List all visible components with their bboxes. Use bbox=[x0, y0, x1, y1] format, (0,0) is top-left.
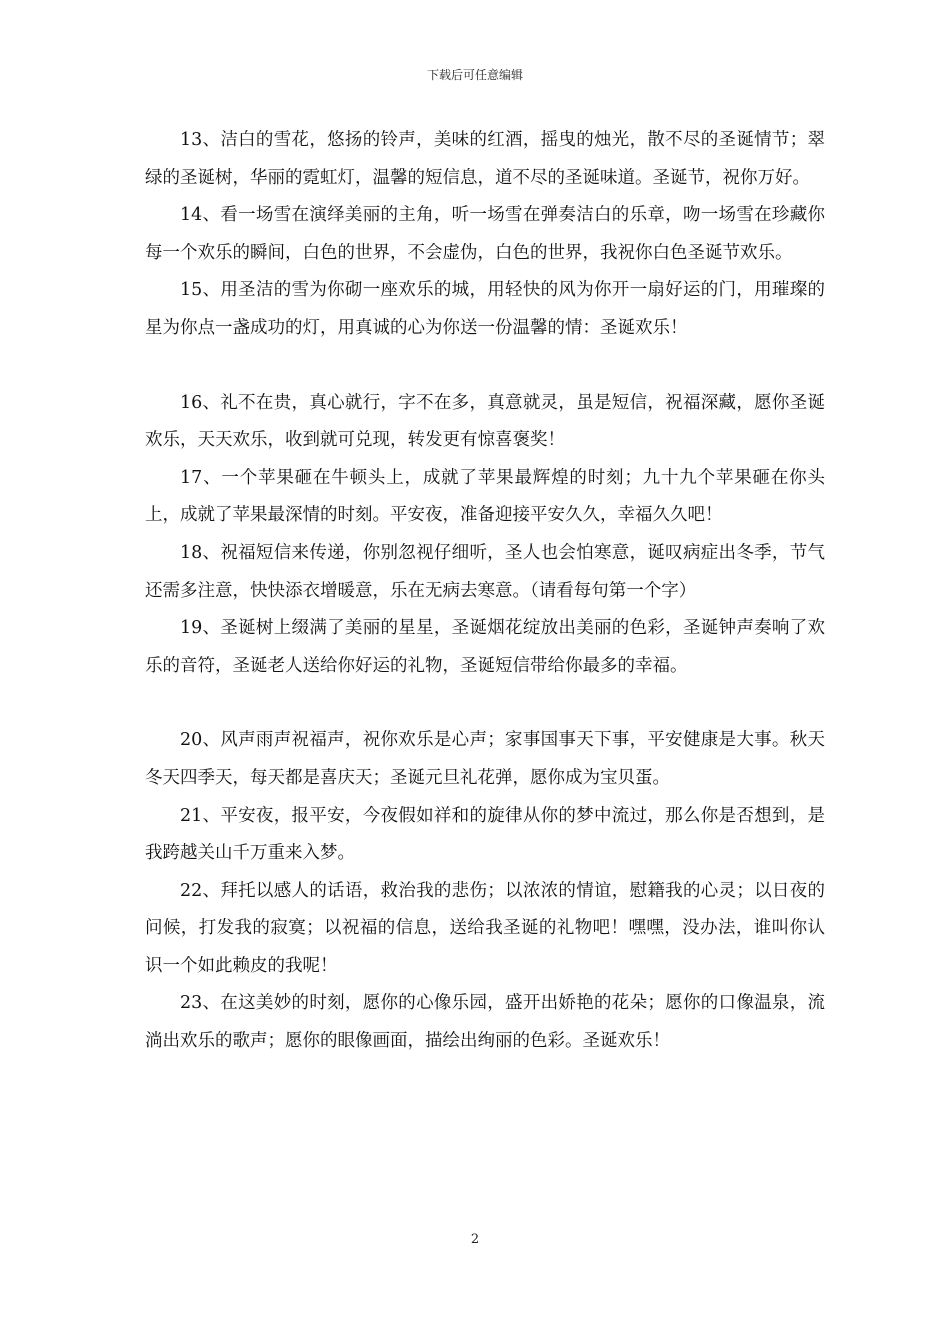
page-number: 2 bbox=[470, 1232, 480, 1247]
paragraph-15: 15、用圣洁的雪为你砌一座欢乐的城，用轻快的风为你开一扇好运的门，用璀璨的星为你点一盏成功的灯，用真诚的心为你送一份温馨的情：圣诞欢乐！ bbox=[145, 280, 825, 338]
paragraph-21: 21、平安夜，报平安，今夜假如祥和的旋律从你的梦中流过，那么你是否想到，是我跨越关山千万重来入梦。 bbox=[145, 805, 825, 864]
paragraph-16: 16、礼不在贵，真心就行，字不在多，真意就灵，虽是短信，祝福深藏，愿你圣诞欢乐，天天欢乐，收到就可兑现，转发更有惊喜褒奖！ bbox=[145, 392, 825, 451]
paragraph-gap bbox=[145, 685, 825, 722]
paragraph-gap bbox=[145, 348, 825, 385]
paragraph-17: 17、一个苹果砸在牛顿头上，成就了苹果最辉煌的时刻；九十九个苹果砸在你头上，成就了苹果最深情的时刻。平安夜，准备迎接平安久久，幸福久久吧！ bbox=[145, 467, 825, 526]
paragraph-18: 18、祝福短信来传递，你别忽视仔细听，圣人也会怕寒意，诞叹病症出冬季，节气还需多注意，快快添衣增暖意，乐在无病去寒意。（请看每句第一个字） bbox=[145, 542, 825, 601]
paragraph-13: 13、洁白的雪花，悠扬的铃声，美味的红酒，摇曳的烛光，散不尽的圣诞情节；翠绿的圣诞树，华丽的霓虹灯，温馨的短信息，道不尽的圣诞味道。圣诞节，祝你万好。 bbox=[145, 130, 825, 188]
paragraph-19: 19、圣诞树上缀满了美丽的星星，圣诞烟花绽放出美丽的色彩，圣诞钟声奏响了欢乐的音符，圣诞老人送给你好运的礼物，圣诞短信带给你最多的幸福。 bbox=[145, 618, 825, 676]
paragraph-20: 20、风声雨声祝福声，祝你欢乐是心声；家事国事天下事，平安健康是大事。秋天冬天四季天，每天都是喜庆天；圣诞元旦礼花弹，愿你成为宝贝蛋。 bbox=[145, 730, 825, 788]
paragraph-14: 14、看一场雪在演绎美丽的主角，听一场雪在弹奏洁白的乐章，吻一场雪在珍藏你每一个欢乐的瞬间，白色的世界，不会虚伪，白色的世界，我祝你白色圣诞节欢乐。 bbox=[145, 205, 825, 263]
page-header-note: 下载后可任意编辑 bbox=[426, 68, 523, 82]
paragraph-22: 22、拜托以感人的话语，救治我的悲伤；以浓浓的情谊，慰籍我的心灵；以日夜的问候，打发我的寂寞；以祝福的信息，送给我圣诞的礼物吧！嘿嘿，没办法，谁叫你认识一个如此赖皮的我呢！ bbox=[145, 880, 825, 976]
document-body bbox=[145, 122, 825, 1061]
paragraph-23: 23、在这美妙的时刻，愿你的心像乐园，盛开出娇艳的花朵；愿你的口像温泉，流淌出欢乐的歌声；愿你的眼像画面，描绘出绚丽的色彩。圣诞欢乐！ bbox=[145, 993, 825, 1052]
